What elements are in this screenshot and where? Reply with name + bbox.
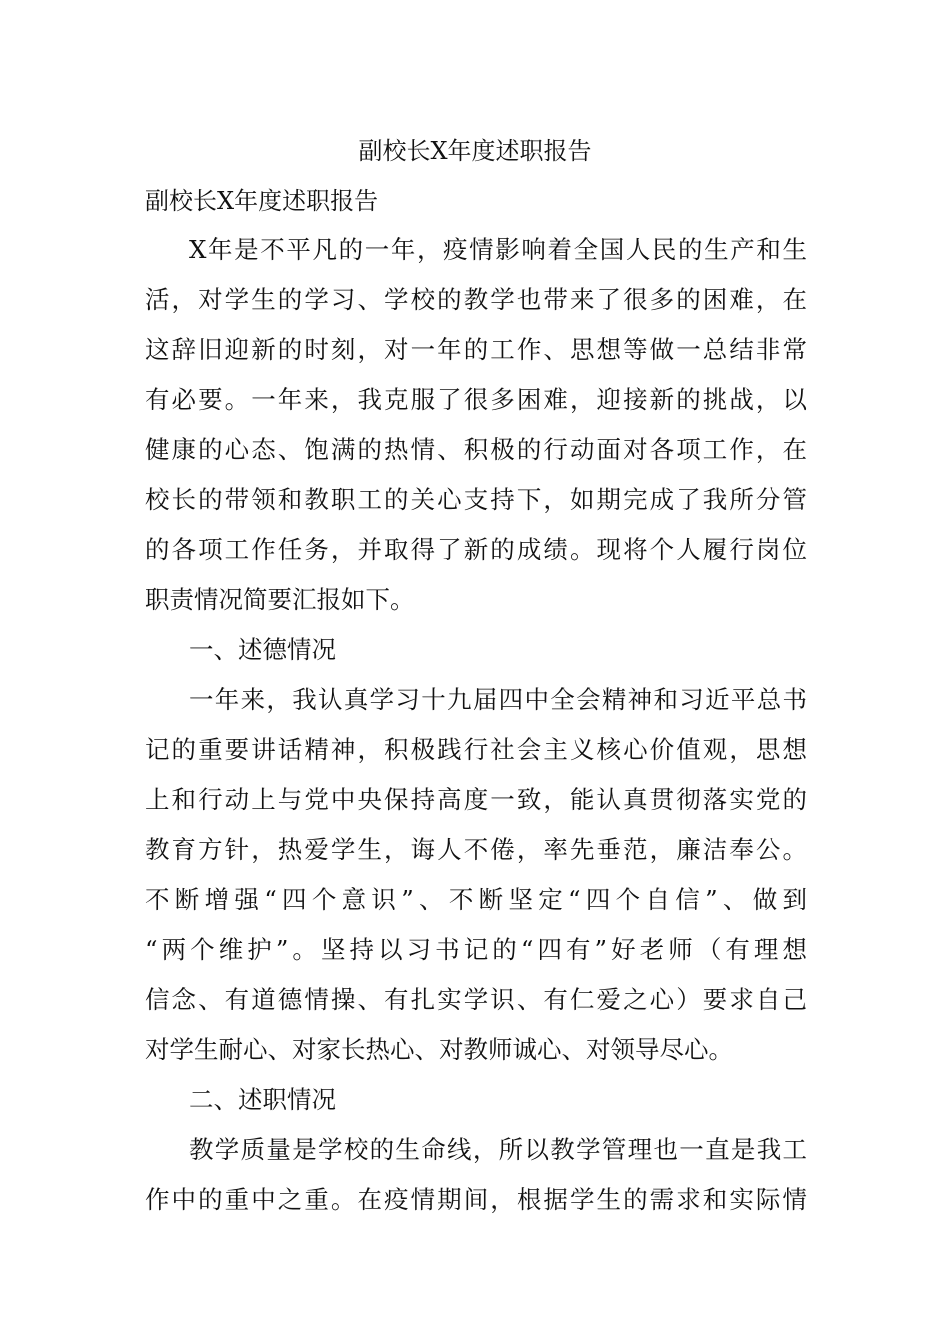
text-line: 校长的带领和教职工的关心支持下，如期完成了我所分管 bbox=[145, 485, 807, 514]
text-line: 一年来，我认真学习十九届四中全会精神和习近平总书 bbox=[189, 685, 807, 714]
text-line: 的各项工作任务，并取得了新的成绩。现将个人履行岗位 bbox=[145, 535, 807, 564]
text-line: 对学生耐心、对家长热心、对教师诚心、对领导尽心。 bbox=[145, 1035, 733, 1064]
text-line: 二、述职情况 bbox=[189, 1085, 336, 1114]
text-line: 记的重要讲话精神，积极践行社会主义核心价值观，思想 bbox=[145, 735, 807, 764]
text-line: 不断增强“四个意识”、不断坚定“四个自信”、做到 bbox=[145, 885, 807, 914]
text-line: 作中的重中之重。在疫情期间，根据学生的需求和实际情 bbox=[145, 1185, 807, 1214]
text-line: 职责情况简要汇报如下。 bbox=[145, 585, 415, 614]
document-title: 副校长X年度述职报告 bbox=[358, 137, 592, 165]
text-line: 这辞旧迎新的时刻，对一年的工作、思想等做一总结非常 bbox=[145, 335, 807, 364]
text-line: X年是不平凡的一年，疫情影响着全国人民的生产和生 bbox=[189, 235, 807, 264]
text-line: 教育方针，热爱学生，诲人不倦，率先垂范，廉洁奉公。 bbox=[145, 835, 807, 864]
text-line: 健康的心态、饱满的热情、积极的行动面对各项工作，在 bbox=[145, 435, 807, 464]
text-line: 教学质量是学校的生命线，所以教学管理也一直是我工 bbox=[189, 1135, 807, 1164]
text-line: 信念、有道德情操、有扎实学识、有仁爱之心）要求自己 bbox=[145, 985, 807, 1014]
text-line: 上和行动上与党中央保持高度一致，能认真贯彻落实党的 bbox=[145, 785, 807, 814]
text-line: 活，对学生的学习、学校的教学也带来了很多的困难，在 bbox=[145, 285, 807, 314]
text-line: 有必要。一年来，我克服了很多困难，迎接新的挑战，以 bbox=[145, 385, 807, 414]
document-subtitle: 副校长X年度述职报告 bbox=[145, 187, 379, 215]
document-body bbox=[145, 232, 807, 1232]
text-line: 一、述德情况 bbox=[189, 635, 336, 664]
text-line: “两个维护”。坚持以习书记的“四有”好老师（有理想 bbox=[145, 935, 807, 964]
